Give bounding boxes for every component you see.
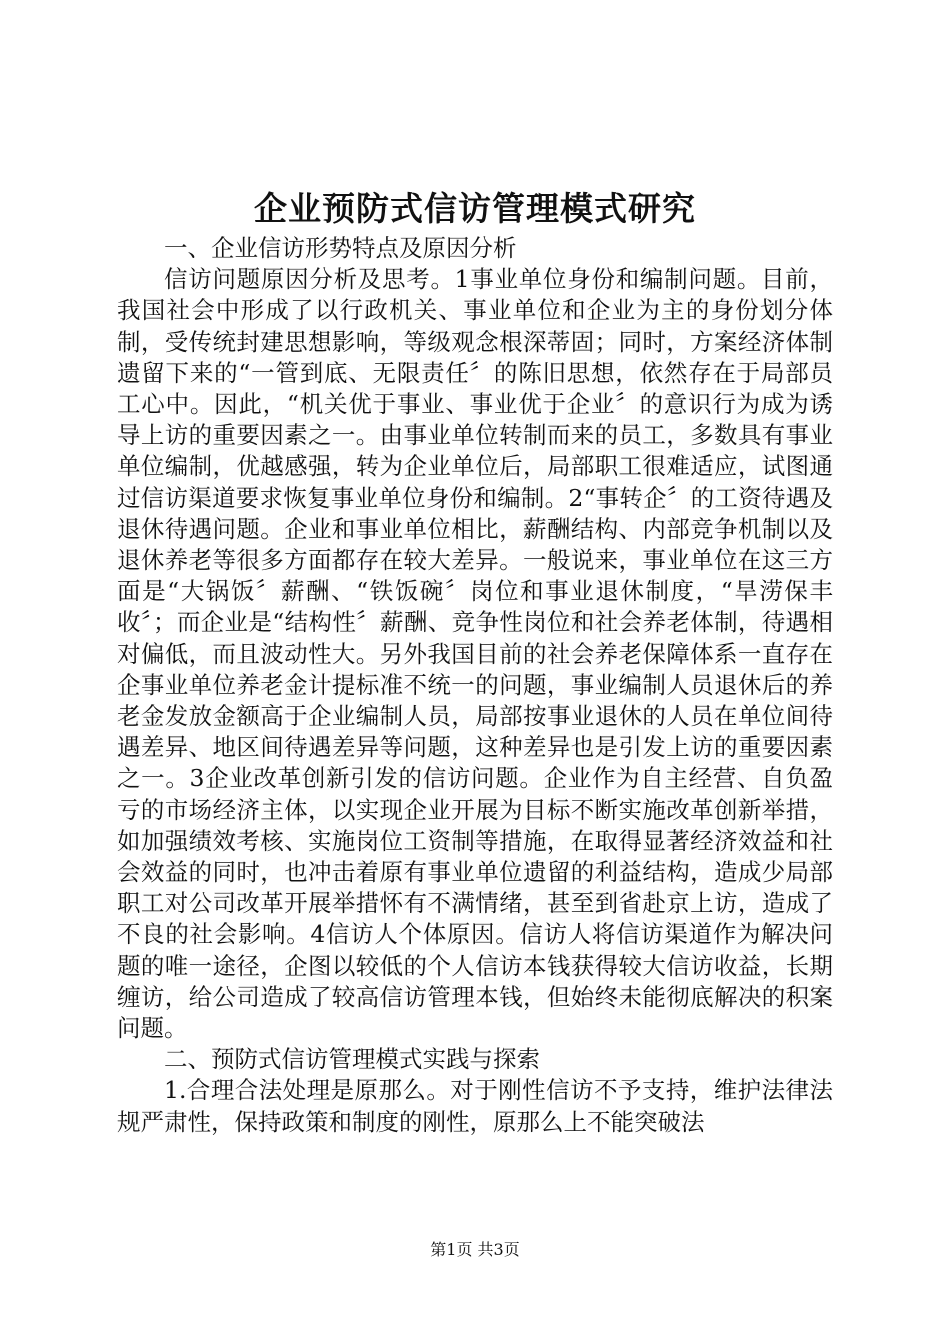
document-title: 企业预防式信访管理模式研究 xyxy=(254,189,696,228)
section-heading-2: 二、预防式信访管理模式实践与探索 xyxy=(164,1045,540,1074)
page-footer: 第1页 共3页 xyxy=(430,1240,520,1259)
body-paragraph: 1.合理合法处理是原那么。对于刚性信访不予支持，维护法律法规严肃性，保持政策和制度的刚性，原那么上不能突破法 xyxy=(117,1076,833,1136)
section-heading-1: 一、企业信访形势特点及原因分析 xyxy=(164,234,517,262)
body-paragraph: 信访问题原因分析及思考。1事业单位身份和编制问题。目前，我国社会中形成了以行政机关、事业单位和企业为主的身份划分体制，受传统封建思想影响，等级观念根深蒂固；同时，方案经济体制遗留下来的“一管到底、无限责任〞的陈旧思想，依然存在于局部员工心中。因此，“机关优于事业、事业优于企业〞的意识行为成为诱导上访的重要因素之一。由事业单位转制而来的员工，多数具有事业单位编制，优越感强，转为企业单位后，局部职工很难适应，试图通过信访渠道要求恢复事业单位身份和编制。2“事转企〞的工资待遇及退休待遇问题。企业和事业单位相比，薪酬结构、内部竞争机制以及退休养老等很多方面都存在较大差异。一般说来，事业单位在这三方面是“大锅饭〞薪酬、“铁饭碗〞岗位和事业退休制度，“旱涝保丰收〞；而企业是“结构性〞薪酬、竞争性岗位和社会养老体制，待遇相对偏低，而且波动性大。另外我国目前的社会养老保障体系一直存在企事业单位养老金计提标准不统一的问题，事业编制人员退休后的养老金发放金额高于企业编制人员，局部按事业退休的人员在单位间待遇差异、地区间待遇差异等问题，这种差异也是引发上访的重要因素之一。3企业改革创新引发的信访问题。企业作为自主经营、自负盈亏的市场经济主体，以实现企业开展为目标不断实施改革创新举措，如加强绩效考核、实施岗位工资制等措施，在取得显著经济效益和社会效益的同时，也冲击着原有事业单位遗留的利益结构，造成少局部职工对公司改革开展举措怀有不满情绪，甚至到省赴京上访，造成了不良的社会影响。4信访人个体原因。信访人将信访渠道作为解决问题的唯一途径，企图以较低的个人信访本钱获得较大信访收益，长期缠访，给公司造成了较高信访管理本钱，但始终未能彻底解决的积案问题。 xyxy=(117,265,833,1043)
document-body xyxy=(117,233,833,1138)
